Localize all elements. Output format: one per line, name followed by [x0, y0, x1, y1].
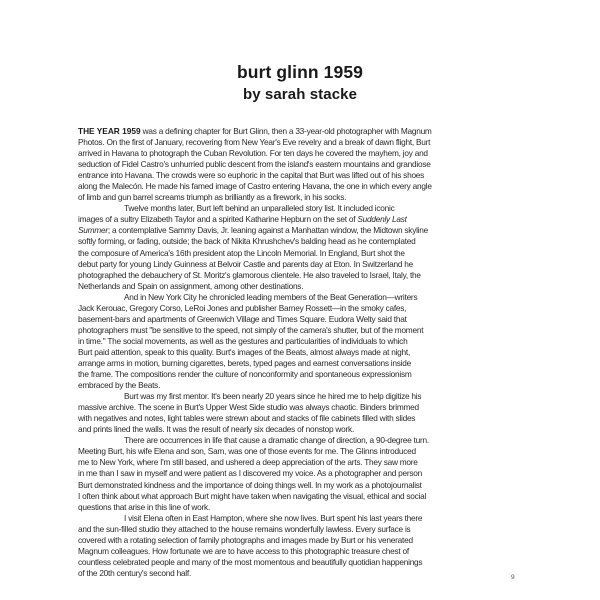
- text-run: Burt paid attention, speak to this quality. Burt's images of the Beats, almost always made at night,: [78, 346, 411, 357]
- text-line: [78, 336, 520, 347]
- text-line: [78, 259, 520, 270]
- text-line: [78, 159, 520, 170]
- text-line: [78, 358, 520, 369]
- text-line: [78, 314, 520, 325]
- text-run: debut party for young Lindy Guinness at Belvoir Castle and parents day at Eton. In Switzerland he: [78, 258, 414, 269]
- text-line: [78, 468, 520, 479]
- text-run: and the sun-filled studio they attached to the house remains wonderfully lawless. Every surface is: [78, 523, 411, 534]
- text-run: of the 20th century's second half.: [78, 567, 192, 578]
- text-line: [78, 148, 520, 159]
- text-run: questions that arise in this line of work.: [78, 501, 211, 512]
- text-line: [78, 369, 520, 380]
- text-run: Jack Kerouac, Gregory Corso, LeRoi Jones and publisher Barney Rossett—in the smoky cafes,: [78, 302, 407, 313]
- text-line: [78, 435, 520, 446]
- text-run: Twelve months later, Burt left behind an unparalleled story list. It included iconic: [124, 203, 395, 214]
- paragraph: [78, 391, 520, 435]
- text-line: [78, 325, 520, 336]
- text-line: [78, 292, 520, 303]
- text-run: seduction of Fidel Castro's unhurried public descent from the island's eastern mountains and grandiose: [78, 159, 431, 170]
- text-line: [78, 248, 520, 259]
- text-run: in me than I saw in myself and were patient as I discovered my voice. As a photographer and person: [78, 468, 422, 479]
- text-run: massive archive. The scene in Burt's Upper West Side studio was always chaotic. Binders brimmed: [78, 402, 419, 413]
- text-line: [78, 203, 520, 214]
- text-run: was a defining chapter for Burt Glinn, then a 33-year-old photographer with Magnum: [140, 126, 432, 136]
- page-title: burt glinn 1959: [237, 62, 363, 82]
- text-line: [78, 480, 520, 491]
- italic-title: Summer: [78, 225, 108, 236]
- text-line: [78, 457, 520, 468]
- paragraph: [78, 292, 520, 391]
- text-run: Meeting Burt, his wife Elena and son, Sam, was one of those events for me. The Glinns introduced: [78, 446, 416, 457]
- text-line: [78, 446, 520, 457]
- byline: by sarah stacke: [242, 86, 358, 103]
- page-number: 9: [511, 574, 515, 581]
- text-line: [78, 524, 520, 535]
- text-run: in time." The social movements, as well as the gestures and particularities of individuals to which: [78, 335, 408, 346]
- text-run: There are occurrences in life that cause a dramatic change of direction, a 90-degree turn.: [124, 435, 429, 446]
- text-run: arrived in Havana to photograph the Cuban Revolution. For ten days he covered the mayhem, joy and: [78, 148, 428, 159]
- paragraph: [78, 435, 520, 512]
- text-line: [78, 513, 520, 524]
- text-line: [78, 491, 520, 502]
- text-run: ; a contemplative Sammy Davis, Jr. leaning against a Manhattan window, the Midtown skyline: [107, 225, 429, 236]
- text-line: [78, 424, 520, 435]
- paragraph: [78, 513, 520, 579]
- text-line: [78, 557, 520, 568]
- text-line: [78, 380, 520, 391]
- text-line: [78, 303, 520, 314]
- text-run: covered with a rotating selection of family photographs and images made by Burt or his venerated: [78, 534, 413, 545]
- text-run: photographed the debauchery of St. Moritz's glamorous clientele. He also traveled to Israel, Italy, the: [78, 269, 421, 280]
- text-run: And in New York City he chronicled leading members of the Beat Generation—writers: [124, 291, 418, 302]
- text-line: [78, 170, 520, 181]
- text-line: [78, 391, 520, 402]
- text-line: [78, 192, 520, 203]
- text-line: [78, 236, 520, 247]
- text-run: I often think about what approach Burt might have taken when navigating the visual, ethical and social: [78, 490, 427, 501]
- text-run: the frame. The compositions render the culture of nonconformity and spontaneous expressionism: [78, 369, 412, 380]
- italic-title: Suddenly Last: [357, 214, 407, 225]
- text-line: [78, 137, 520, 148]
- text-run: Netherlands and Spain on assignment, among other destinations.: [78, 280, 304, 291]
- text-run: the composure of America's 16th president atop the Lincoln Memorial. In England, Burt shot the: [78, 247, 405, 258]
- text-run: entrance into Havana. The crowds were so euphoric in the capital that Burt was lifted out of his shoes: [78, 170, 425, 181]
- text-run: images of a sultry Elizabeth Taylor and a spirited Katharine Hepburn on the set of: [78, 214, 358, 225]
- paragraph: [78, 203, 520, 291]
- text-line: [78, 270, 520, 281]
- text-run: photographers must "be sensitive to the speed, not simply of the camera's shutter, but of the moment: [78, 324, 424, 335]
- text-run: with negatives and notes, light tables were strewn about and stacks of file cabinets filled with slides: [78, 413, 416, 424]
- paragraph: [78, 126, 520, 203]
- text-run: countless celebrated people and many of the most momentous and beautifully quotidian happenings: [78, 556, 423, 567]
- text-run: embraced by the Beats.: [78, 380, 161, 391]
- text-line: [78, 281, 520, 292]
- text-run: of limb and gun barrel screams triumph as brilliantly as a firework, in his socks.: [78, 192, 347, 203]
- text-run: along the Malecón. He made his famed image of Castro entering Havana, the one in which every angle: [78, 181, 432, 192]
- text-run: basement-bars and apartments of Greenwich Village and Times Square. Eudora Welty said that: [78, 313, 407, 324]
- text-run: softly forming, or fading, outside; the back of Nikita Khrushchev's balding head as he contemplated: [78, 236, 416, 247]
- text-line: [78, 568, 520, 579]
- text-run: Burt demonstrated kindness and the importance of doing things well. In my work as a photojournalist: [78, 479, 422, 490]
- text-line: [78, 413, 520, 424]
- text-line: [78, 225, 520, 236]
- text-line: [78, 347, 520, 358]
- text-run: I visit Elena often in East Hampton, where she now lives. Burt spent his last years there: [124, 512, 423, 523]
- text-line: [78, 535, 520, 546]
- text-line: [78, 126, 520, 137]
- text-line: [78, 502, 520, 513]
- text-run: me to New York, where I'm still based, and ushered a deep appreciation of the arts. They saw more: [78, 457, 418, 468]
- text-line: [78, 214, 520, 225]
- text-line: [78, 181, 520, 192]
- lead-in: THE YEAR 1959: [78, 126, 141, 136]
- text-run: Photos. On the first of January, recovering from New Year's Eve revelry and a break of dawn flight, Burt: [78, 137, 431, 148]
- text-line: [78, 402, 520, 413]
- text-run: Burt was my first mentor. It's been nearly 20 years since he hired me to help digitize his: [124, 391, 422, 402]
- article-body: [78, 126, 520, 579]
- text-line: [78, 546, 520, 557]
- text-run: Magnum colleagues. How fortunate we are to have access to this photographic treasure chest of: [78, 545, 409, 556]
- text-run: and prints lined the walls. It was the result of nearly six decades of nonstop work.: [78, 424, 354, 435]
- text-run: arrange arms in motion, burning cigarettes, berets, typed pages and earnest conversations inside: [78, 357, 411, 368]
